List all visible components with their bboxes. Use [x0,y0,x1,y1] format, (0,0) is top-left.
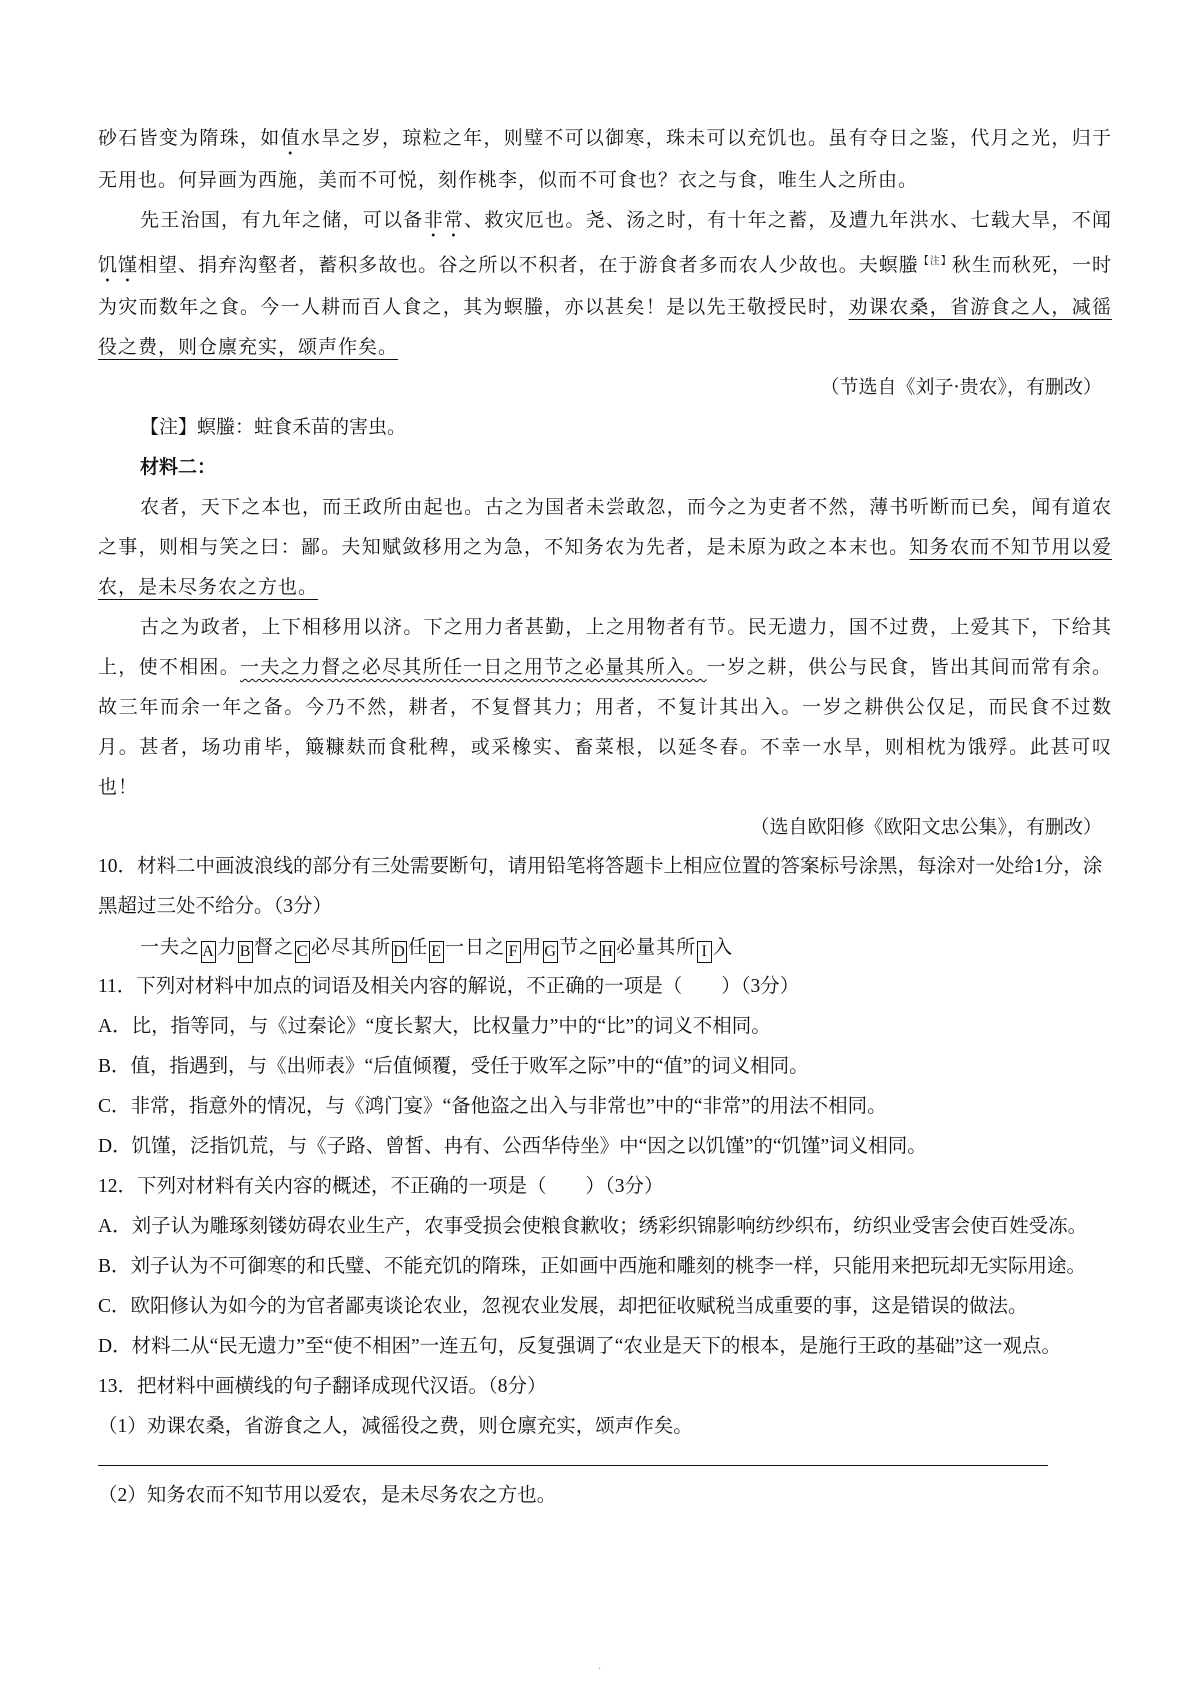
question-11-stem: 11．下列对材料中加点的词语及相关内容的解说，不正确的一项是（ ）（3分） [98,976,800,997]
break-option-i[interactable]: I [697,941,712,963]
footer-mark: · [598,1664,602,1675]
question-13-sub-2: （2）知务农而不知节用以爱农，是未尽务农之方也。 [98,1485,557,1506]
question-13-sub-1: （1）劝课农桑，省游食之人，减徭役之费，则仓廪充实，颂声作矣。 [98,1416,693,1437]
text-run: 古之为政者，上下相移用以济。下之用力者甚勤，上之用物者有节。民无遗力，国不过费，上爱其下，下给其上，使不相困。 [98,616,1112,678]
question-10-stem: 10．材料二中画波浪线的部分有三处需要断句，请用铅笔将答题卡上相应位置的答案标号涂黑，每涂对一处给1分，涂黑超过三处不给分。（3分） [98,856,1103,917]
segment-text: 入 [713,936,734,958]
break-option-d[interactable]: D [392,941,407,963]
break-option-h[interactable]: H [600,941,615,963]
question-12-stem: 12．下列对材料有关内容的概述，不正确的一项是（ ）（3分） [98,1176,664,1197]
question-12-option-b[interactable]: B．刘子认为不可御寒的和氏璧、不能充饥的隋珠，正如画中西施和雕刻的桃李一样，只能用来把玩却无实际用途。 [98,1256,1087,1277]
answer-line[interactable] [98,1465,1048,1466]
material-two-heading: 材料二： [140,456,217,478]
text-run: 水旱之岁，琼粒之年，则璧不可以御寒，珠未可以充饥也。虽有夺日之鉴，代月之光，归于无用也。何异画为西施，美而不可悦，刻作桃李，似而不可食也？衣之与食，唯生人之所由。 [98,127,1112,191]
material-two-paragraph-2 [98,607,1112,807]
segment-text: 用 [522,936,543,958]
text-run: 秋生而秋死，一时为灾而数年之食。今一人耕而百人食之，其为螟螣，亦以甚矣！是以先王敬授民时， [98,254,1112,318]
question-10-segmentation [98,927,1112,967]
question-12-option-c[interactable]: C．欧阳修认为如今的为官者鄙夷谈论农业，忽视农业发展，却把征收赋税当成重要的事，这是错误的做法。 [98,1296,1028,1317]
segment-text: 力 [217,936,238,958]
segment-text: 一日之 [445,936,506,958]
material-two-paragraph-1 [98,487,1112,607]
question-11-option-b[interactable]: B．值，指遇到，与《出师表》“后值倾覆，受任于败军之际”中的“值”的词义相同。 [98,1056,809,1077]
break-option-e[interactable]: E [429,941,444,963]
material-one-source: （节选自《刘子·贵农》，有删改） [820,376,1102,398]
text-run: 相望、捐弃沟壑者，蓄积多故也。谷之所以不积者，在于游食者多而农人少故也。夫螟螣 [138,254,919,276]
note-marker: 【注】 [918,256,952,267]
question-11-option-c[interactable]: C．非常，指意外的情况，与《鸿门宴》“备他盗之出入与非常也”中的“非常”的用法不相同。 [98,1096,887,1117]
dotted-word-zhi: 值 [280,127,301,149]
break-option-a[interactable]: A [201,941,216,963]
material-one-paragraph-1 [98,118,1112,200]
text-run: 先王治国，有九年之储，可以备 [140,209,424,231]
question-12-option-d[interactable]: D．材料二从“民无遗力”至“使不相困”一连五句，反复强调了“农业是天下的根本，是施行王政的基础”这一观点。 [98,1336,1062,1357]
material-two-source: （选自欧阳修《欧阳文忠公集》，有删改） [750,816,1102,838]
break-option-f[interactable]: F [506,941,521,963]
question-13-stem: 13．把材料中画横线的句子翻译成现代汉语。（8分） [98,1376,547,1397]
material-one-paragraph-2 [98,200,1112,367]
question-12-option-a[interactable]: A．刘子认为雕琢刻镂妨碍农业生产，农事受损会使粮食歉收；绣彩织锦影响纺纱织布，纺织业受害会使百姓受冻。 [98,1216,1088,1237]
material-one-note: 【注】螟螣：蛀食禾苗的害虫。 [140,416,407,438]
text-run: 砂石皆变为隋珠，如 [98,127,281,149]
break-option-b[interactable]: B [238,941,253,963]
wavy-underlined-sentence: 一夫之力督之必尽其所任一日之用节之必量其所入。 [240,656,707,678]
question-11-option-a[interactable]: A．比，指等同，与《过秦论》“度长絜大，比权量力”中的“比”的词义不相同。 [98,1016,771,1037]
break-option-g[interactable]: G [543,941,558,963]
text-run: 一岁之耕，供公与民食，皆出其间而常有余。故三年而余一年之备。今乃不然，耕者，不复督其力；用者，不复计其出入。一岁之耕供公仅足，而民食不过数月。甚者，场功甫毕，簸糠麸而食秕稗，或采橡实、畜菜根，以延冬春。不幸一水旱，则相枕为饿殍。此甚可叹也！ [98,656,1112,798]
question-11-option-d[interactable]: D．饥馑，泛指饥荒，与《子路、曾皙、冉有、公西华侍坐》中“因之以饥馑”的“饥馑”词义相同。 [98,1136,927,1157]
dotted-word-feichang: 非常 [423,209,465,231]
dotted-word-jijin: 饥馑 [98,254,139,276]
segment-text: 一夫之 [140,936,201,958]
segment-text: 任 [408,936,429,958]
segment-text: 节之 [559,936,600,958]
text-run: 、救灾厄也。尧、汤之时，有十年之蓄，及遭九年洪水、七载大旱，不闻 [464,209,1112,231]
underlined-sentence-2: 知务农而不知节用以爱农，是未尽务农之方也。 [98,536,1112,598]
segment-text: 必尽其所 [311,936,392,958]
text-run: 农者，天下之本也，而王政所由起也。古之为国者未尝敢忽，而今之为吏者不然，薄书听断而已矣，闻有道农之事，则相与笑之曰：鄙。夫知赋敛移用之为急，不知务农为先者，是未原为政之本末也。 [98,496,1112,558]
segment-text: 必量其所 [616,936,697,958]
segment-text: 督之 [254,936,295,958]
underlined-sentence-1: 劝课农桑，省游食之人，减徭役之费，则仓廪充实，颂声作矣。 [98,296,1112,358]
break-option-c[interactable]: C [295,941,310,963]
